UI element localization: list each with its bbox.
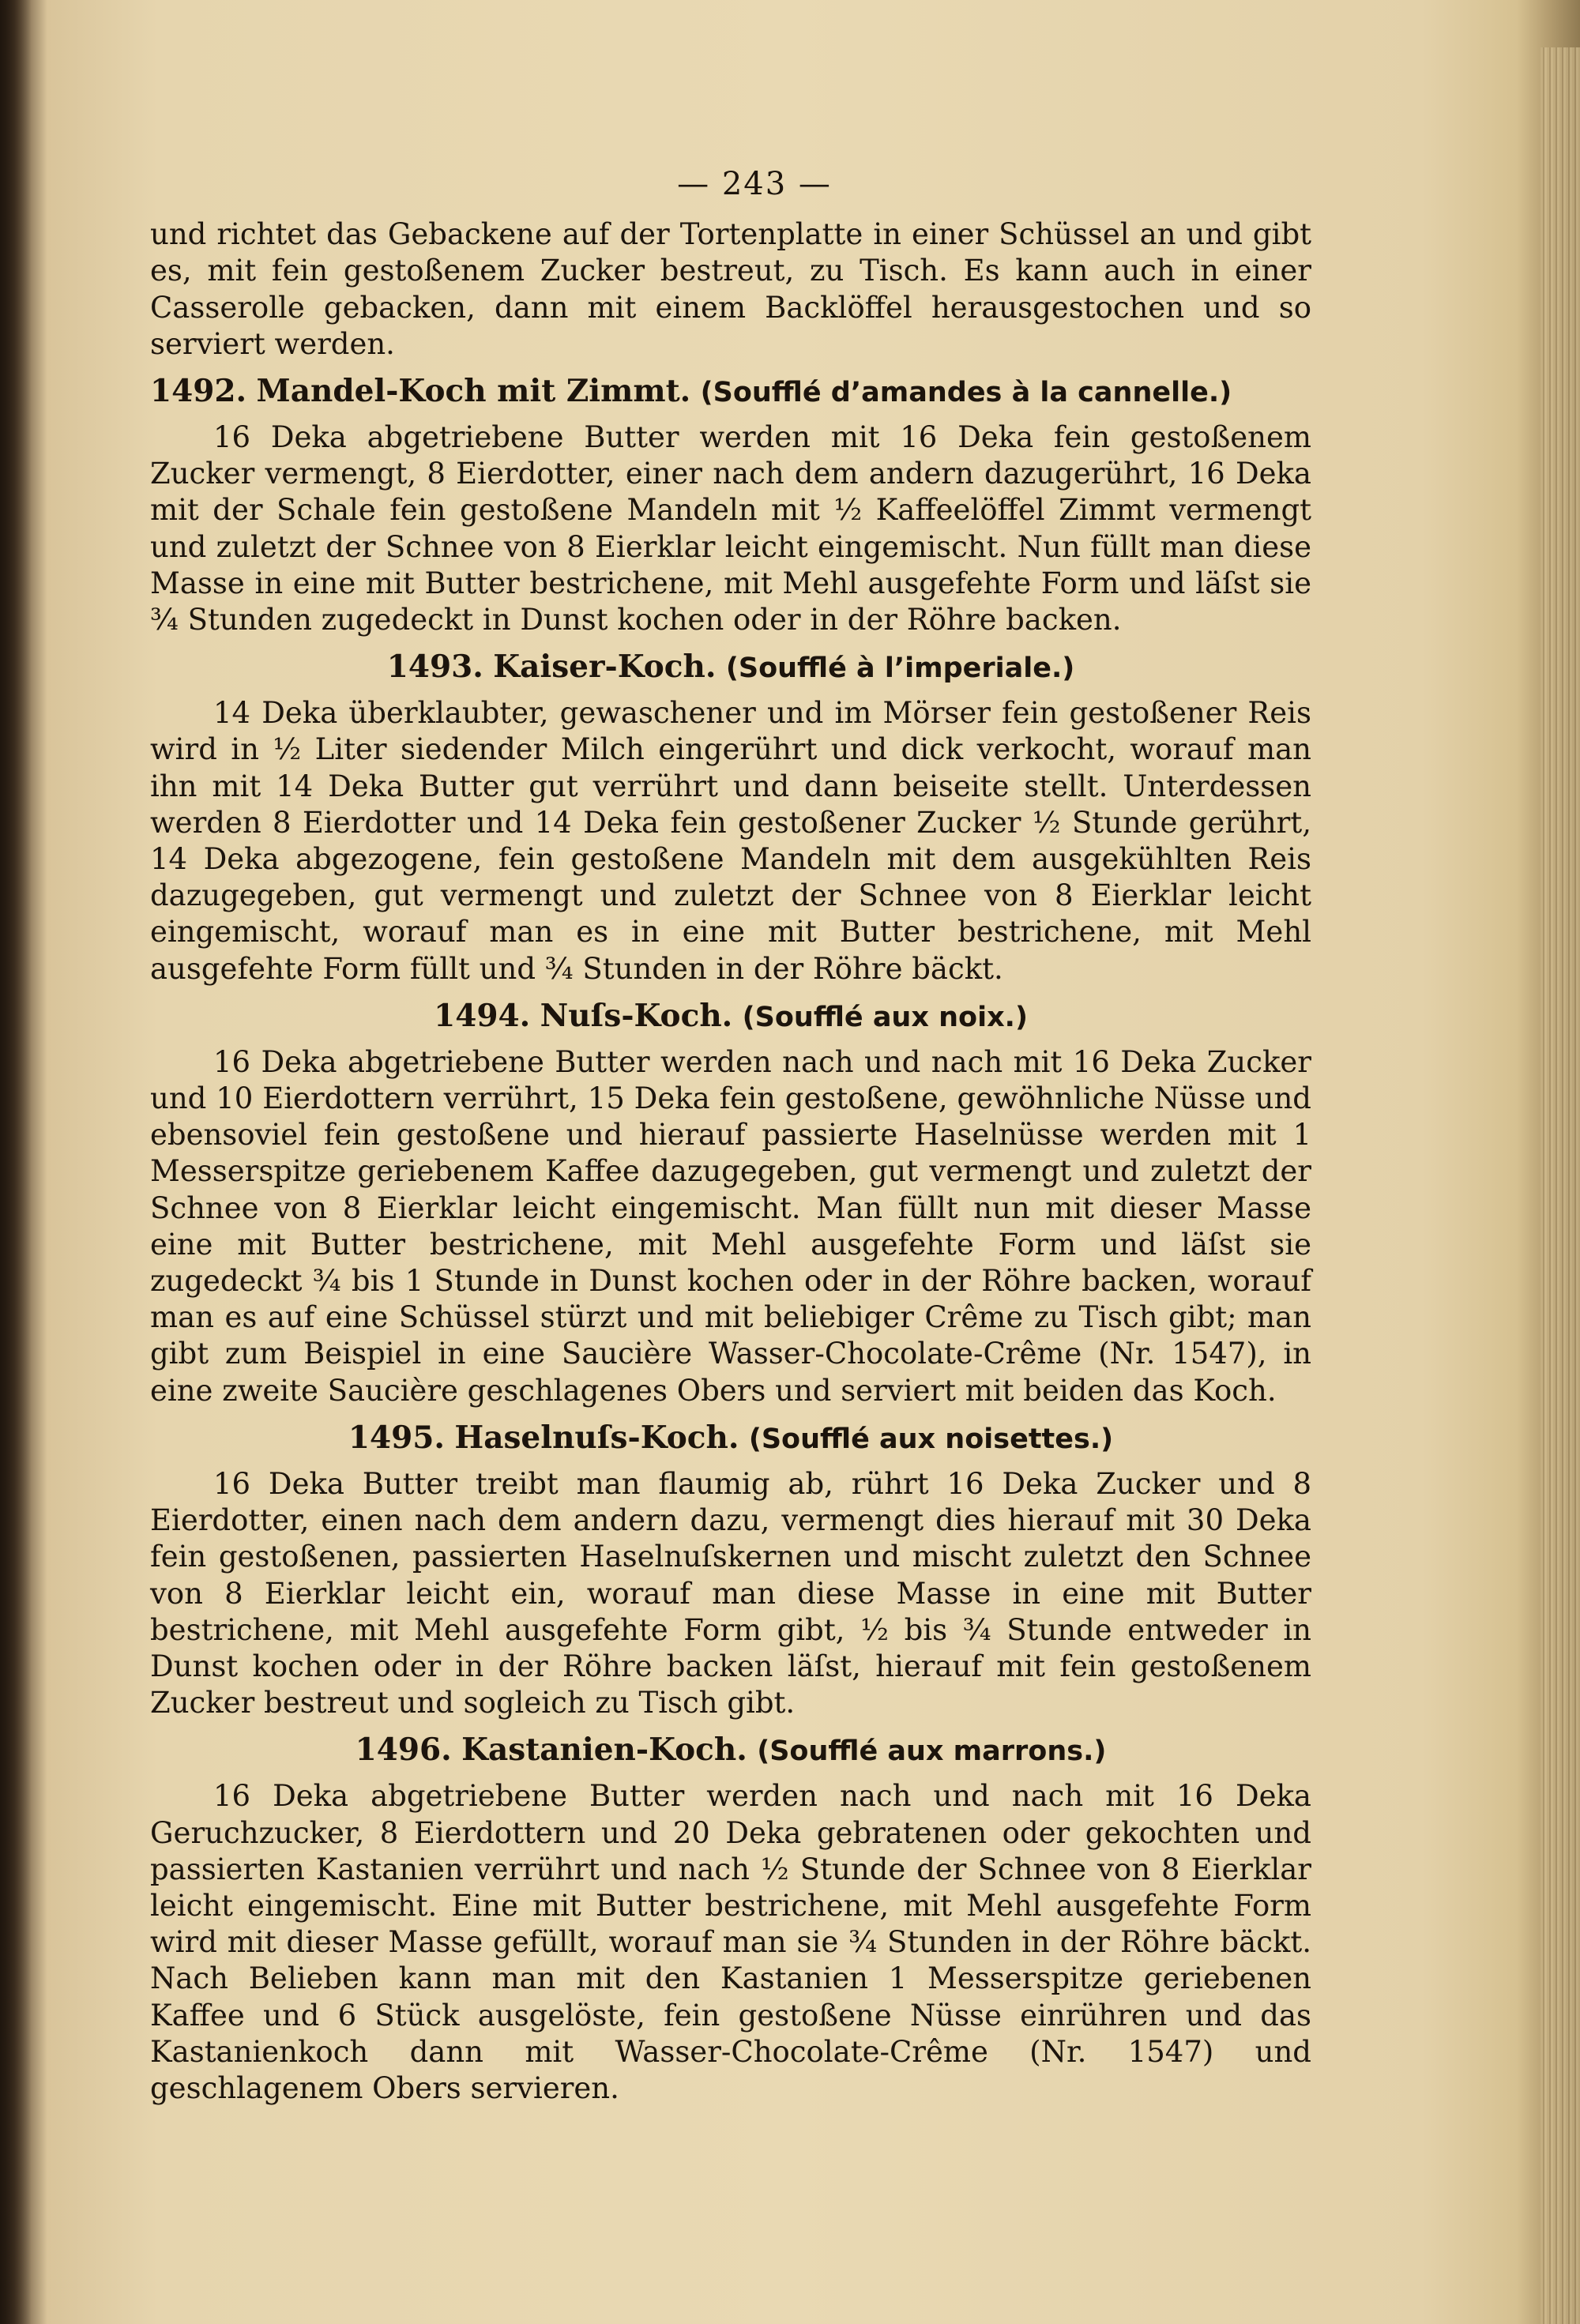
recipe-heading-1494 xyxy=(150,994,1311,1040)
page-edge xyxy=(1540,47,1580,2324)
recipe-title: Haselnuſs-Koch. xyxy=(454,1419,739,1456)
recipe-title: Nuſs-Koch. xyxy=(540,997,733,1034)
recipe-text-1493: 14 Deka überklaubter, gewaschener und im Mörser fein gestoßener Reis wird in ½ Liter siedender Milch eingerührt und dick verkocht, worauf man ihn mit 14 Deka Butter gut verrührt und dann beiseite stellt. Unterdessen werden 8 Eierdotter und 14 Deka fein gestoßener Zucker ½ Stunde gerührt, 14 Deka abgezogene, fein gestoßene Mandeln mit dem ausgekühlten Reis dazugegeben, gut vermengt und zuletzt der Schnee von 8 Eierklar leicht eingemischt, worauf man es in eine mit Butter bestrichene, mit Mehl ausgefehte Form füllt und ¾ Stunden in der Röhre bäckt. xyxy=(150,696,1311,986)
recipe-heading-1493 xyxy=(150,645,1311,690)
recipe-text-1492: 16 Deka abgetriebene Butter werden mit 16 Deka fein gestoßenem Zucker vermengt, 8 Eierdotter, einer nach dem andern dazugerührt, 16 Deka mit der Schale fein gestoßene Mandeln mit ½ Kaffeelöffel Zimmt vermengt und zuletzt der Schnee von 8 Eierklar leicht eingemischt. Nun füllt man diese Masse in eine mit Butter bestrichene, mit Mehl ausgefehte Form und läſst sie ¾ Stunden zugedeckt in Dunst kochen oder in der Röhre backen. xyxy=(150,420,1311,637)
recipe-french-title: (Soufflé aux marrons.) xyxy=(757,1735,1107,1768)
recipe-number: 1492. xyxy=(150,373,247,410)
recipe-french-title: (Soufflé aux noisettes.) xyxy=(748,1423,1114,1455)
recipe-title: Mandel-Koch mit Zimmt. xyxy=(256,373,691,410)
binding-shadow xyxy=(0,0,32,2324)
recipe-number: 1493. xyxy=(386,649,483,686)
recipe-heading-1496 xyxy=(150,1728,1311,1773)
recipe-number: 1494. xyxy=(434,997,531,1034)
recipe-title: Kastanien-Koch. xyxy=(461,1732,747,1769)
recipe-number: 1495. xyxy=(348,1419,445,1456)
page-number: — 243 — xyxy=(677,166,832,202)
recipe-heading-1495 xyxy=(150,1416,1311,1461)
recipe-number: 1496. xyxy=(355,1732,452,1769)
intro-paragraph: und richtet das Gebackene auf der Tortenplatte in einer Schüssel an und gibt es, mit fein gestoßenem Zucker bestreut, zu Tisch. Es kann auch in einer Casserolle gebacken, dann mit einem Backlöffel herausgestochen und so serviert werden. xyxy=(150,217,1311,361)
recipe-french-title: (Soufflé d’amandes à la cannelle.) xyxy=(700,377,1232,409)
page-content xyxy=(150,166,1311,2107)
recipe-french-title: (Soufflé à l’imperiale.) xyxy=(725,652,1075,685)
recipe-title: Kaiser-Koch. xyxy=(493,649,717,686)
recipe-text-1494: 16 Deka abgetriebene Butter werden nach und nach mit 16 Deka Zucker und 10 Eierdottern verrührt, 15 Deka fein gestoßene, gewöhnliche Nüsse und ebensoviel fein gestoßene und hierauf passierte Haselnüsse werden mit 1 Messerspitze geriebenem Kaffee dazugegeben, gut vermengt und zuletzt der Schnee von 8 Eierklar leicht eingemischt. Man füllt nun mit dieser Masse eine mit Butter bestrichene, mit Mehl ausgefehte Form und läſst sie zugedeckt ¾ bis 1 Stunde in Dunst kochen oder in der Röhre backen, worauf man es auf eine Schüssel stürzt und mit beliebiger Crême zu Tisch gibt; man gibt zum Beispiel in eine Saucière Wasser-Chocolate-Crême (Nr. 1547), in eine zweite Saucière geschlagenes Obers und serviert mit beiden das Koch. xyxy=(150,1044,1311,1408)
recipe-text-1496: 16 Deka abgetriebene Butter werden nach und nach mit 16 Deka Geruchzucker, 8 Eierdottern und 20 Deka gebratenen oder gekochten und passierten Kastanien verrührt und nach ½ Stunde der Schnee von 8 Eierklar leicht eingemischt. Eine mit Butter bestrichene, mit Mehl ausgefehte Form wird mit dieser Masse gefüllt, worauf man sie ¾ Stunden in der Röhre bäckt. Nach Belieben kann man mit den Kastanien 1 Messerspitze geriebenen Kaffee und 6 Stück ausgelöste, fein gestoßene Nüsse einrühren und das Kastanienkoch dann mit Wasser-Chocolate-Crême (Nr. 1547) und geschlagenem Obers servieren. xyxy=(150,1779,1311,2105)
recipe-french-title: (Soufflé aux noix.) xyxy=(742,1001,1028,1033)
recipe-text-1495: 16 Deka Butter treibt man flaumig ab, rührt 16 Deka Zucker und 8 Eierdotter, einen nach dem andern dazu, vermengt dies hierauf mit 30 Deka fein gestoßenen, passierten Haselnuſskernen und mischt zuletzt den Schnee von 8 Eierklar leicht ein, worauf man diese Masse in eine mit Butter bestrichene, mit Mehl ausgefehte Form gibt, ½ bis ¾ Stunde entweder in Dunst kochen oder in der Röhre backen läſst, hierauf mit fein gestoßenem Zucker bestreut und sogleich zu Tisch gibt. xyxy=(150,1466,1311,1720)
recipe-heading-1492 xyxy=(150,369,1311,415)
